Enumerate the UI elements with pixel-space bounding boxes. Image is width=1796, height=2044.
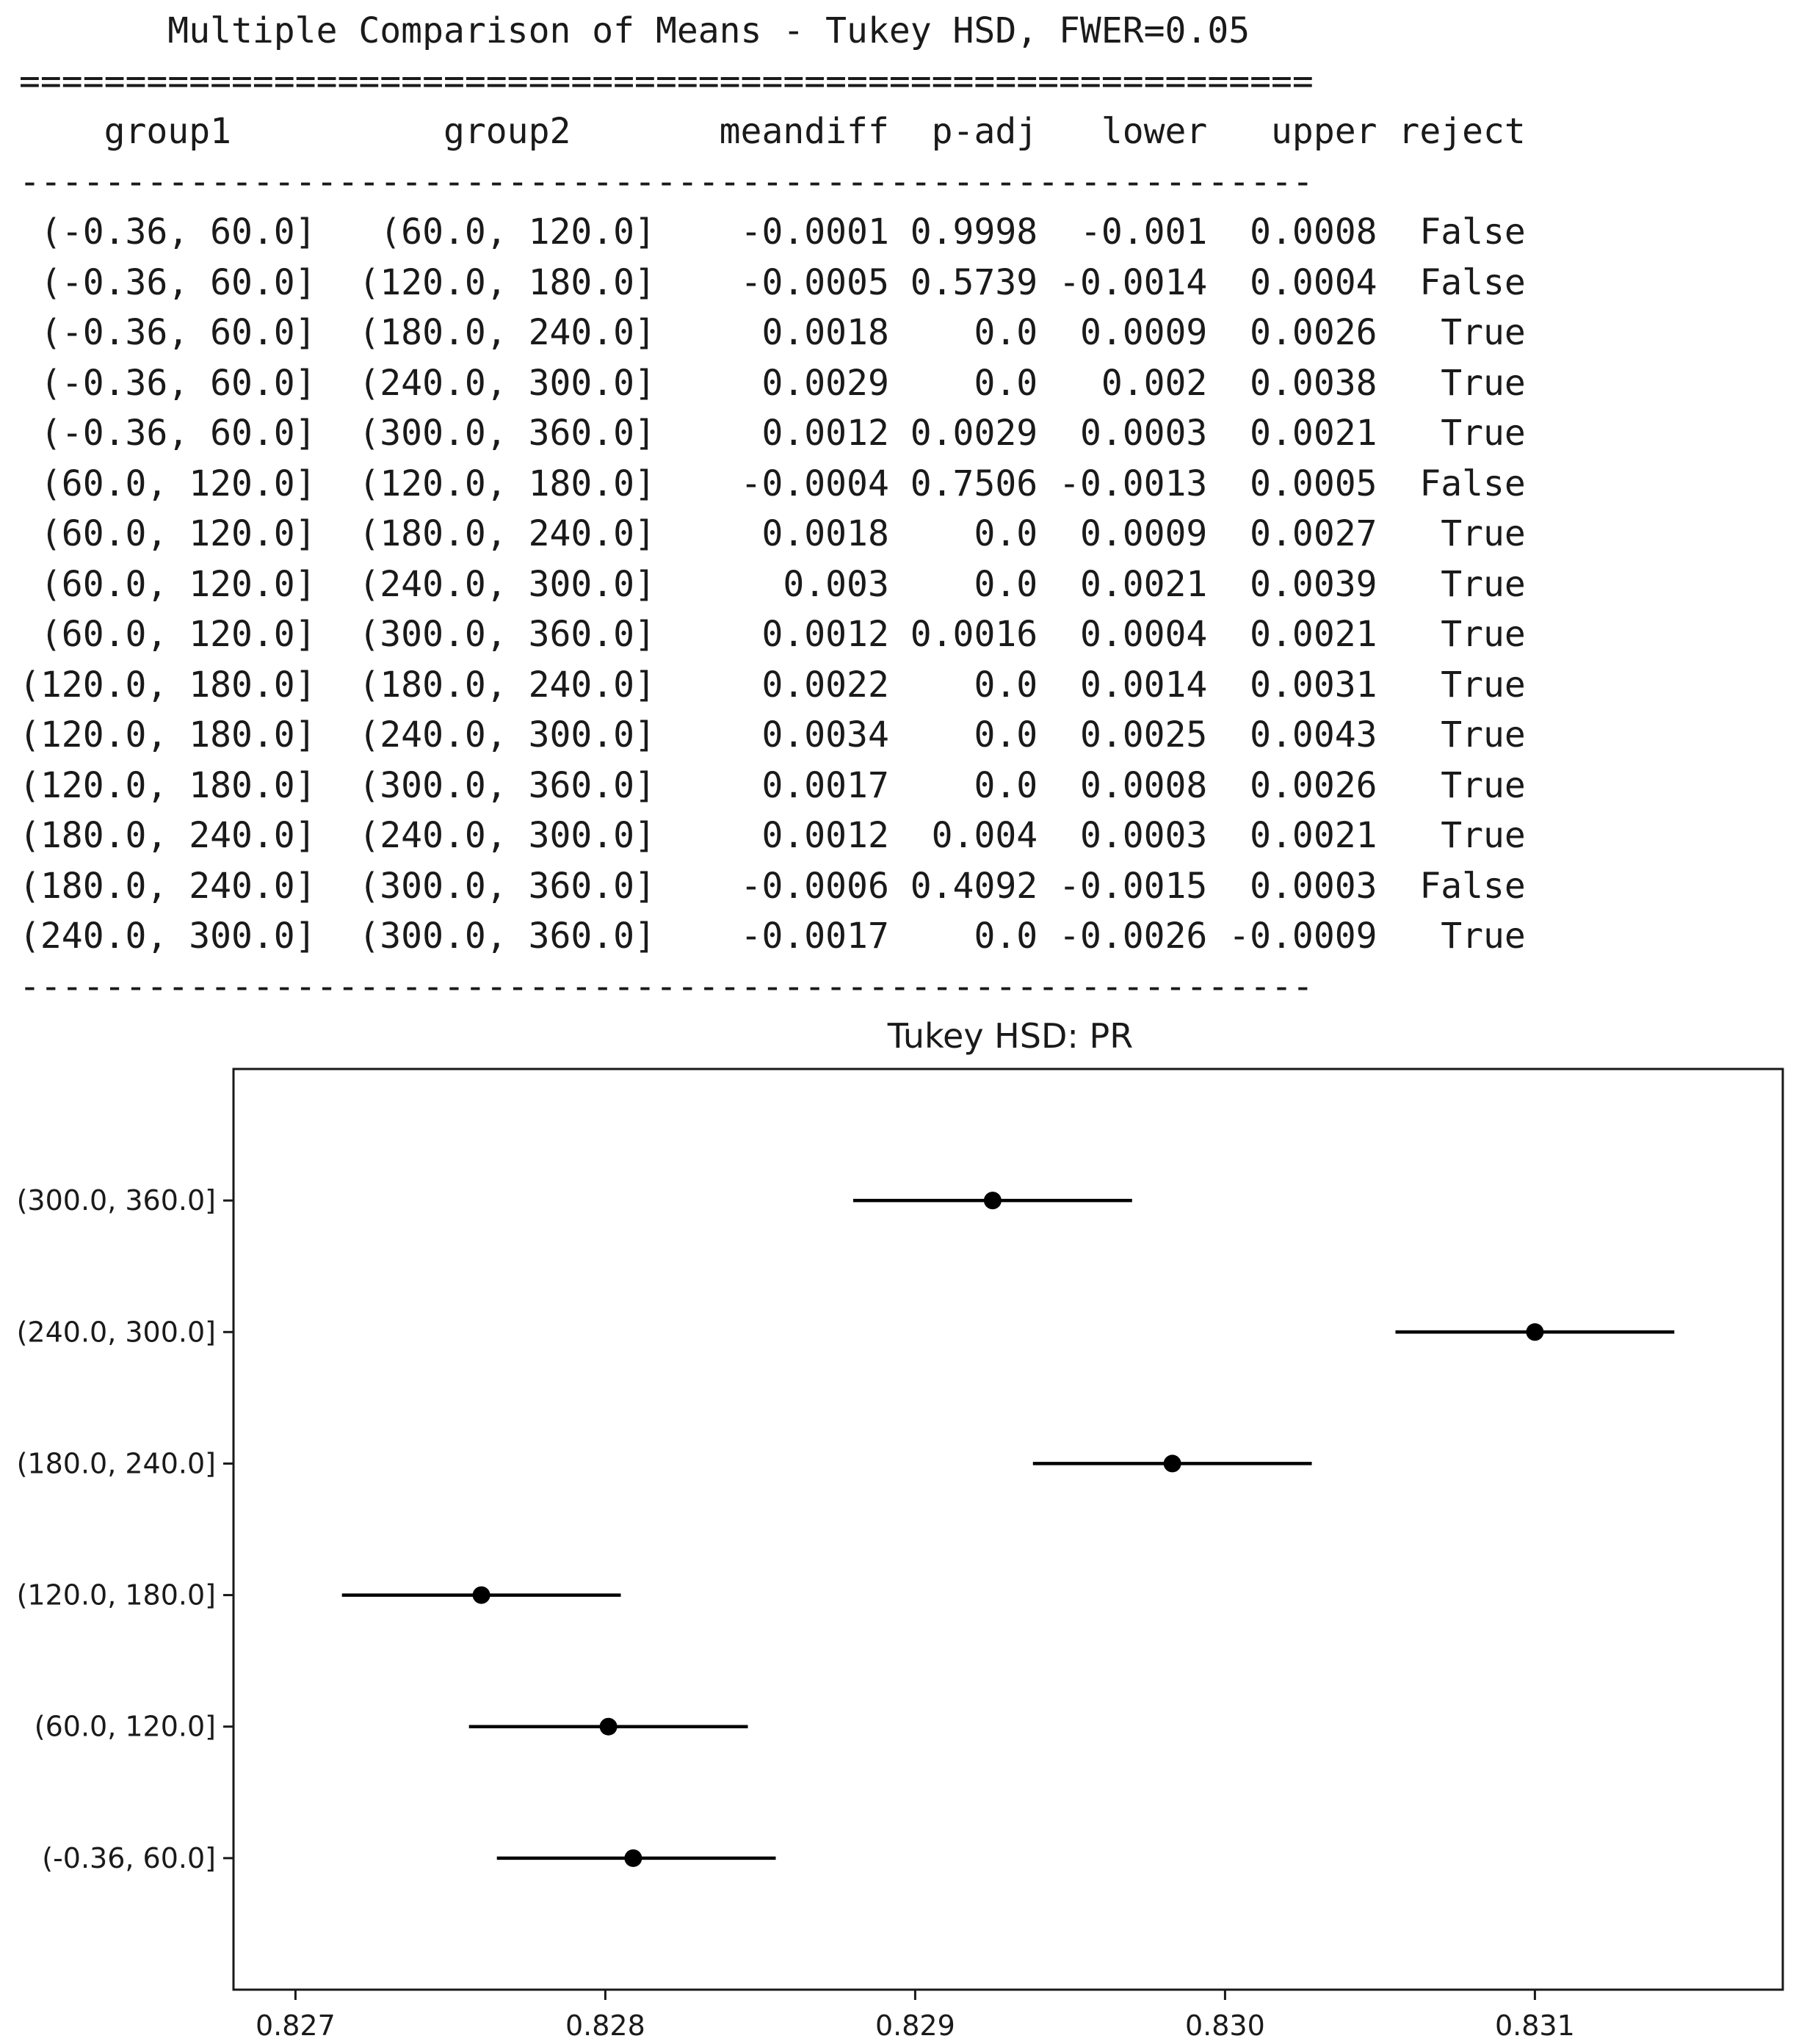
summary-table-row xyxy=(19,509,1526,559)
chart-title: Tukey HSD: PR xyxy=(887,1016,1134,1056)
summary-table-row xyxy=(19,761,1526,811)
summary-table-row xyxy=(19,459,1526,510)
summary-cell: -0.0009 xyxy=(1207,916,1377,957)
summary-cell: 0.0025 xyxy=(1038,714,1208,755)
summary-column-header: group2 xyxy=(316,111,656,152)
summary-cell: 0.0004 xyxy=(1207,261,1377,303)
summary-cell: 0.0 xyxy=(888,916,1038,957)
summary-table-row xyxy=(19,911,1526,962)
summary-table-row xyxy=(19,811,1526,861)
summary-cell: 0.0009 xyxy=(1038,513,1208,554)
summary-column-header: lower xyxy=(1038,111,1208,152)
x-tick-label: 0.830 xyxy=(1185,2009,1265,2042)
summary-cell: -0.0026 xyxy=(1038,916,1208,957)
summary-table-row xyxy=(19,308,1526,358)
summary-cell: (-0.36, 60.0] xyxy=(19,312,316,353)
summary-table-row xyxy=(19,258,1526,308)
summary-rule: ============================================================= xyxy=(19,60,1314,102)
summary-cell: 0.9998 xyxy=(888,211,1038,253)
summary-cell: (180.0, 240.0] xyxy=(316,312,656,353)
summary-cell: -0.0005 xyxy=(655,261,889,303)
summary-cell: 0.0008 xyxy=(1207,211,1377,253)
summary-cell: (120.0, 180.0] xyxy=(19,764,316,806)
summary-cell: 0.0012 xyxy=(655,614,889,655)
summary-cell: -0.0014 xyxy=(1038,261,1208,303)
summary-cell: 0.0003 xyxy=(1207,865,1377,907)
summary-cell: 0.0012 xyxy=(655,413,889,454)
tukey-hsd-chart xyxy=(0,1006,1796,2044)
summary-cell: True xyxy=(1377,614,1526,655)
summary-cell: 0.5739 xyxy=(888,261,1038,303)
summary-cell: True xyxy=(1377,413,1526,454)
summary-cell: 0.0029 xyxy=(888,413,1038,454)
summary-cell: 0.0038 xyxy=(1207,362,1377,404)
summary-cell: 0.0027 xyxy=(1207,513,1377,554)
summary-rule-bottom xyxy=(19,962,1473,1012)
summary-rule: ------------------------------------------------------------- xyxy=(19,965,1314,1007)
summary-table-row xyxy=(19,358,1526,409)
chart-marks xyxy=(342,1192,1675,1867)
summary-cell: -0.0015 xyxy=(1038,865,1208,907)
summary-cell: False xyxy=(1377,261,1526,303)
summary-cell: 0.0 xyxy=(888,513,1038,554)
summary-cell: 0.0 xyxy=(888,764,1038,806)
summary-table-row xyxy=(19,609,1526,660)
summary-cell: (60.0, 120.0] xyxy=(19,563,316,605)
summary-cell: 0.0018 xyxy=(655,513,889,554)
summary-rule-top xyxy=(19,157,1473,208)
summary-cell: 0.0008 xyxy=(1038,764,1208,806)
summary-cell: -0.001 xyxy=(1038,211,1208,253)
summary-cell: True xyxy=(1377,764,1526,806)
summary-cell: (300.0, 360.0] xyxy=(316,916,656,957)
summary-cell: 0.0021 xyxy=(1207,815,1377,856)
summary-cell: False xyxy=(1377,865,1526,907)
summary-cell: 0.0018 xyxy=(655,312,889,353)
summary-cell: (60.0, 120.0] xyxy=(316,211,656,253)
group-mean-point xyxy=(600,1718,618,1736)
summary-cell: True xyxy=(1377,664,1526,706)
summary-cell: (120.0, 180.0] xyxy=(19,664,316,706)
summary-cell: (60.0, 120.0] xyxy=(19,463,316,504)
summary-cell: False xyxy=(1377,463,1526,504)
summary-cell: -0.0004 xyxy=(655,463,889,504)
summary-table-row xyxy=(19,861,1526,912)
summary-table-row xyxy=(19,710,1526,761)
plot-frame xyxy=(233,1069,1783,1990)
summary-cell: 0.0021 xyxy=(1207,614,1377,655)
summary-cell: 0.0039 xyxy=(1207,563,1377,605)
summary-cell: 0.0031 xyxy=(1207,664,1377,706)
y-tick-label: (180.0, 240.0] xyxy=(16,1447,216,1480)
summary-cell: 0.0026 xyxy=(1207,312,1377,353)
summary-cell: False xyxy=(1377,211,1526,253)
summary-cell: (-0.36, 60.0] xyxy=(19,261,316,303)
summary-rule-double xyxy=(19,57,1473,107)
summary-header-row xyxy=(19,106,1526,157)
tukey-summary-text xyxy=(19,6,1526,1007)
summary-cell: True xyxy=(1377,916,1526,957)
summary-cell: 0.0043 xyxy=(1207,714,1377,755)
summary-cell: -0.0013 xyxy=(1038,463,1208,504)
summary-table-row xyxy=(19,207,1526,258)
summary-cell: (180.0, 240.0] xyxy=(316,664,656,706)
y-tick-label: (60.0, 120.0] xyxy=(34,1710,216,1743)
summary-cell: (120.0, 180.0] xyxy=(316,463,656,504)
summary-cell: (240.0, 300.0] xyxy=(19,916,316,957)
summary-cell: 0.0029 xyxy=(655,362,889,404)
summary-cell: 0.002 xyxy=(1038,362,1208,404)
summary-cell: (60.0, 120.0] xyxy=(19,513,316,554)
summary-cell: -0.0006 xyxy=(655,865,889,907)
y-tick-label: (300.0, 360.0] xyxy=(16,1184,216,1217)
x-tick-label: 0.829 xyxy=(875,2009,955,2042)
summary-cell: (300.0, 360.0] xyxy=(316,865,656,907)
group-mean-point xyxy=(473,1587,490,1604)
summary-cell: 0.0 xyxy=(888,714,1038,755)
summary-table-row xyxy=(19,559,1526,610)
summary-cell: 0.0022 xyxy=(655,664,889,706)
y-tick-label: (-0.36, 60.0] xyxy=(42,1841,216,1874)
summary-cell: 0.0026 xyxy=(1207,764,1377,806)
summary-cell: 0.0 xyxy=(888,362,1038,404)
summary-cell: -0.0001 xyxy=(655,211,889,253)
summary-cell: 0.7506 xyxy=(888,463,1038,504)
summary-cell: (60.0, 120.0] xyxy=(19,614,316,655)
summary-title: Multiple Comparison of Means - Tukey HSD, FWER=0.05 xyxy=(19,10,1250,51)
summary-cell: (120.0, 180.0] xyxy=(19,714,316,755)
summary-cell: True xyxy=(1377,815,1526,856)
summary-cell: 0.0016 xyxy=(888,614,1038,655)
group-mean-point xyxy=(1164,1454,1181,1472)
summary-cell: (-0.36, 60.0] xyxy=(19,211,316,253)
summary-cell: (-0.36, 60.0] xyxy=(19,362,316,404)
summary-cell: 0.0 xyxy=(888,312,1038,353)
x-tick-label: 0.827 xyxy=(256,2009,336,2042)
summary-title-line xyxy=(19,6,1473,57)
summary-cell: (240.0, 300.0] xyxy=(316,815,656,856)
summary-cell: 0.0021 xyxy=(1038,563,1208,605)
summary-cell: True xyxy=(1377,362,1526,404)
summary-cell: 0.0034 xyxy=(655,714,889,755)
summary-cell: 0.0012 xyxy=(655,815,889,856)
summary-cell: (300.0, 360.0] xyxy=(316,764,656,806)
summary-cell: True xyxy=(1377,513,1526,554)
summary-column-header: upper xyxy=(1207,111,1377,152)
x-tick-label: 0.828 xyxy=(565,2009,645,2042)
summary-table-row xyxy=(19,660,1526,711)
summary-column-header: group1 xyxy=(19,111,316,152)
summary-cell: (180.0, 240.0] xyxy=(19,815,316,856)
summary-cell: (240.0, 300.0] xyxy=(316,563,656,605)
x-tick-label: 0.831 xyxy=(1495,2009,1575,2042)
summary-cell: (120.0, 180.0] xyxy=(316,261,656,303)
summary-cell: 0.0017 xyxy=(655,764,889,806)
summary-cell: 0.0003 xyxy=(1038,413,1208,454)
summary-column-header: meandiff xyxy=(655,111,889,152)
summary-cell: 0.0 xyxy=(888,563,1038,605)
summary-cell: (300.0, 360.0] xyxy=(316,413,656,454)
group-mean-point xyxy=(984,1192,1002,1209)
summary-cell: 0.0021 xyxy=(1207,413,1377,454)
summary-cell: 0.0014 xyxy=(1038,664,1208,706)
summary-rule: ------------------------------------------------------------- xyxy=(19,161,1314,203)
summary-cell: True xyxy=(1377,312,1526,353)
summary-cell: (180.0, 240.0] xyxy=(316,513,656,554)
summary-table-row xyxy=(19,408,1526,459)
summary-cell: 0.003 xyxy=(655,563,889,605)
summary-cell: (180.0, 240.0] xyxy=(19,865,316,907)
axis-ticks xyxy=(17,1184,1575,2042)
y-tick-label: (120.0, 180.0] xyxy=(16,1579,216,1612)
summary-cell: 0.004 xyxy=(888,815,1038,856)
group-mean-point xyxy=(1526,1323,1543,1341)
summary-cell: (300.0, 360.0] xyxy=(316,614,656,655)
summary-column-header: p-adj xyxy=(888,111,1038,152)
summary-cell: 0.0 xyxy=(888,664,1038,706)
summary-cell: (240.0, 300.0] xyxy=(316,362,656,404)
summary-cell: 0.4092 xyxy=(888,865,1038,907)
summary-cell: 0.0004 xyxy=(1038,614,1208,655)
summary-cell: (-0.36, 60.0] xyxy=(19,413,316,454)
group-mean-point xyxy=(624,1849,642,1867)
summary-cell: 0.0009 xyxy=(1038,312,1208,353)
summary-cell: 0.0003 xyxy=(1038,815,1208,856)
y-tick-label: (240.0, 300.0] xyxy=(16,1316,216,1349)
summary-cell: (240.0, 300.0] xyxy=(316,714,656,755)
summary-cell: -0.0017 xyxy=(655,916,889,957)
summary-column-header: reject xyxy=(1377,111,1526,152)
summary-cell: True xyxy=(1377,563,1526,605)
summary-cell: 0.0005 xyxy=(1207,463,1377,504)
summary-cell: True xyxy=(1377,714,1526,755)
